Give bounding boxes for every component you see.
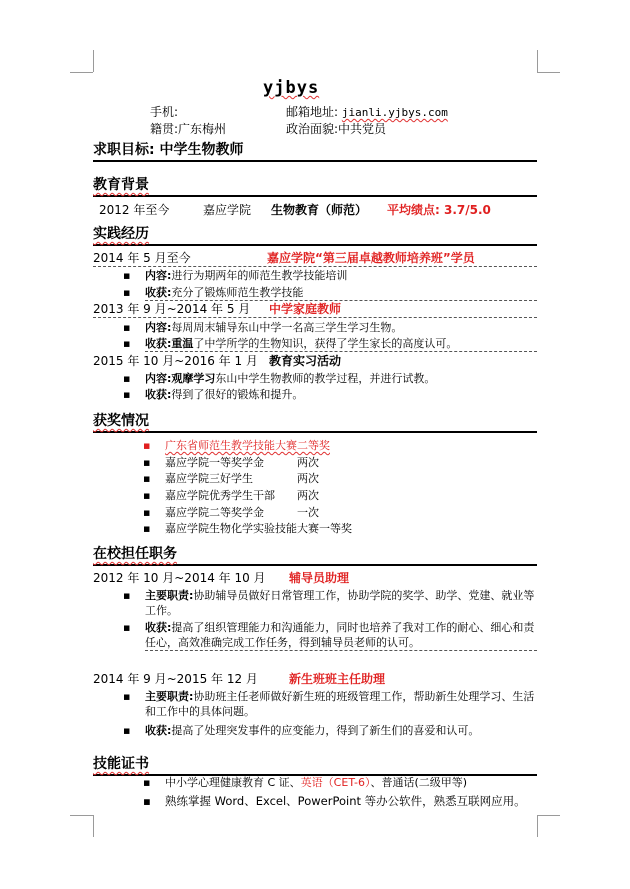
position-date: 2012 年 10 月~2014 年 10 月 — [93, 571, 266, 585]
bullet-label: 收获: — [145, 286, 172, 299]
objective-heading — [93, 142, 537, 162]
list-item — [123, 588, 537, 618]
objective-value: 中学生物教师 — [159, 142, 244, 158]
bullet-icon: ▪ — [143, 522, 151, 535]
award-count: 两次 — [297, 456, 319, 469]
list-item — [143, 438, 330, 453]
phone-label: 手机: — [150, 105, 179, 119]
practice-role: 嘉应学院“第三届卓越教师培养班”学员 — [267, 251, 475, 265]
gpa-label: 平均绩点: — [387, 203, 440, 217]
gpa-value: 3.7/5.0 — [444, 203, 491, 217]
bullet-text: 每周周末辅导东山中学一名高三学生学习生物。 — [171, 321, 403, 334]
award-count: 两次 — [297, 472, 319, 485]
bullet-icon: ▪ — [123, 337, 131, 350]
list-item — [143, 794, 526, 809]
list-item — [143, 521, 352, 536]
bullet-emphasis: 重温 — [171, 337, 194, 350]
bullet-icon: ▪ — [143, 439, 151, 452]
education-major: 生物教育（师范） — [271, 203, 368, 217]
bullet-icon: ▪ — [143, 794, 151, 808]
crop-mark — [537, 72, 560, 73]
practice-role: 中学家庭教师 — [269, 302, 342, 316]
hometown-value: 广东梅州 — [178, 122, 227, 136]
bullet-icon: ▪ — [123, 372, 131, 385]
politics-value: 中共党员 — [338, 122, 387, 136]
bullet-icon: ▪ — [143, 456, 151, 469]
bullet-icon: ▪ — [143, 489, 151, 502]
bullet-label: 内容: — [145, 269, 172, 282]
education-school: 嘉应学院 — [203, 203, 252, 217]
objective-label: 求职目标: — [93, 142, 155, 158]
practice-date: 2014 年 5 月至今 — [93, 251, 191, 265]
bullet-label: 收获: — [145, 388, 172, 401]
award-text: 广东省师范生教学技能大赛二等奖 — [165, 439, 330, 452]
hometown-label: 籍贯: — [150, 122, 179, 136]
practice-entry-1 — [93, 251, 537, 267]
bullet-label: 主要职责: — [145, 589, 194, 602]
list-item — [143, 488, 319, 503]
bullet-text: 得到了很好的锻炼和提升。 — [171, 388, 304, 401]
email-row — [286, 103, 448, 120]
bullet-label: 内容: — [145, 321, 172, 334]
list-item — [123, 336, 537, 352]
bullet-icon: ▪ — [123, 724, 131, 737]
position-role: 新生班班主任助理 — [289, 672, 386, 686]
practice-date: 2013 年 9 月~2014 年 5 月 — [93, 302, 251, 316]
bullet-icon: ▪ — [123, 388, 131, 401]
list-item — [123, 723, 537, 738]
list-item — [123, 268, 348, 283]
bullet-icon: ▪ — [143, 506, 151, 519]
education-date: 2012 年至今 — [99, 203, 170, 217]
list-item — [123, 689, 537, 719]
practice-title: 实践经历 — [93, 226, 149, 242]
awards-title: 获奖情况 — [93, 413, 149, 429]
list-item — [123, 387, 304, 402]
bullet-label: 收获: — [145, 621, 172, 634]
award-count: 一次 — [297, 506, 319, 519]
practice-entry-2 — [93, 302, 537, 318]
list-item — [123, 371, 436, 386]
crop-mark — [93, 50, 94, 72]
crop-mark — [537, 815, 560, 816]
skill-text: 熟练掌握 Word、Excel、PowerPoint 等办公软件，熟悉互联网应用。 — [165, 794, 526, 808]
crop-mark — [70, 815, 93, 816]
position-role: 辅导员助理 — [289, 571, 350, 585]
skill-english: 英语（CET-6） — [300, 776, 371, 789]
email-label: 邮箱地址: — [286, 105, 339, 119]
education-title: 教育背景 — [93, 177, 149, 193]
bullet-text: 了中学所学的生物知识，获得了学生家长的高度认可。 — [193, 337, 458, 350]
bullet-icon: ▪ — [143, 776, 151, 789]
award-count: 两次 — [297, 489, 319, 502]
list-item — [123, 285, 537, 301]
awards-heading — [93, 413, 537, 433]
bullet-text: 提高了处理突发事件的应变能力，得到了新生们的喜爱和认可。 — [171, 724, 480, 737]
list-item — [143, 505, 319, 520]
list-item — [143, 471, 319, 486]
education-heading — [93, 177, 537, 197]
bullet-icon: ▪ — [143, 472, 151, 485]
skills-heading — [93, 756, 537, 776]
bullet-icon: ▪ — [123, 589, 131, 602]
candidate-name — [263, 78, 319, 98]
award-text: 嘉应学院三好学生 — [165, 472, 253, 485]
practice-role: 教育实习活动 — [269, 354, 342, 368]
practice-heading — [93, 226, 537, 246]
bullet-text: 进行为期两年的师范生教学技能培训 — [171, 269, 348, 282]
list-item — [123, 620, 537, 651]
crop-mark — [70, 72, 93, 73]
bullet-text: 协助辅导员做好日常管理工作，协助学院的奖学、助学、党建、就业等工作。 — [145, 589, 535, 617]
bullet-icon: ▪ — [123, 621, 131, 634]
award-text: 嘉应学院二等奖学金 — [165, 506, 264, 519]
skill-text: 、普通话(二级甲等) — [370, 776, 468, 789]
education-row — [93, 201, 537, 219]
list-item — [123, 320, 403, 335]
positions-title: 在校担任职务 — [93, 546, 177, 562]
bullet-label: 主要职责: — [145, 690, 194, 703]
crop-mark — [537, 815, 538, 837]
bullet-label: 收获: — [145, 724, 172, 737]
award-text: 嘉应学院优秀学生干部 — [165, 489, 275, 502]
crop-mark — [537, 50, 538, 72]
skills-title: 技能证书 — [93, 756, 149, 772]
name-text: yjbys — [263, 78, 320, 98]
bullet-icon: ▪ — [123, 321, 131, 334]
bullet-label: 收获: — [145, 337, 172, 350]
crop-mark — [93, 815, 94, 837]
position-entry-1 — [93, 571, 537, 586]
list-item — [143, 455, 319, 470]
position-date: 2014 年 9 月~2015 年 12 月 — [93, 672, 258, 686]
positions-heading — [93, 546, 537, 566]
hometown-row — [150, 120, 226, 137]
politics-row — [286, 120, 386, 137]
practice-entry-3 — [93, 354, 537, 369]
bullet-text: 充分了锻炼师范生教学技能 — [171, 286, 304, 299]
bullet-icon: ▪ — [123, 269, 131, 282]
bullet-label: 内容: — [145, 372, 172, 385]
bullet-text: 提高了组织管理能力和沟通能力，同时也培养了我对工作的耐心、细心和责任心，高效准确完成工作任务，得到辅导员老师的认可。 — [145, 621, 535, 649]
list-item — [143, 775, 468, 790]
award-text: 嘉应学院生物化学实验技能大赛一等奖 — [165, 522, 352, 535]
education-gpa — [387, 201, 491, 219]
position-entry-2 — [93, 672, 537, 687]
politics-label: 政治面貌: — [286, 122, 339, 136]
bullet-icon: ▪ — [123, 690, 131, 703]
email-value: jianli.yjbys.com — [341, 106, 448, 119]
bullet-icon: ▪ — [123, 286, 131, 299]
practice-date: 2015 年 10 月~2016 年 1 月 — [93, 354, 258, 368]
bullet-emphasis: 观摩学习 — [171, 372, 216, 385]
award-text: 嘉应学院一等奖学金 — [165, 456, 264, 469]
bullet-text: 东山中学生物教师的教学过程，并进行试教。 — [215, 372, 436, 385]
skill-text: 中小学心理健康教育 C 证、 — [165, 776, 301, 789]
bullet-text: 协助班主任老师做好新生班的班级管理工作，帮助新生处理学习、生活和工作中的具体问题。 — [145, 690, 535, 718]
